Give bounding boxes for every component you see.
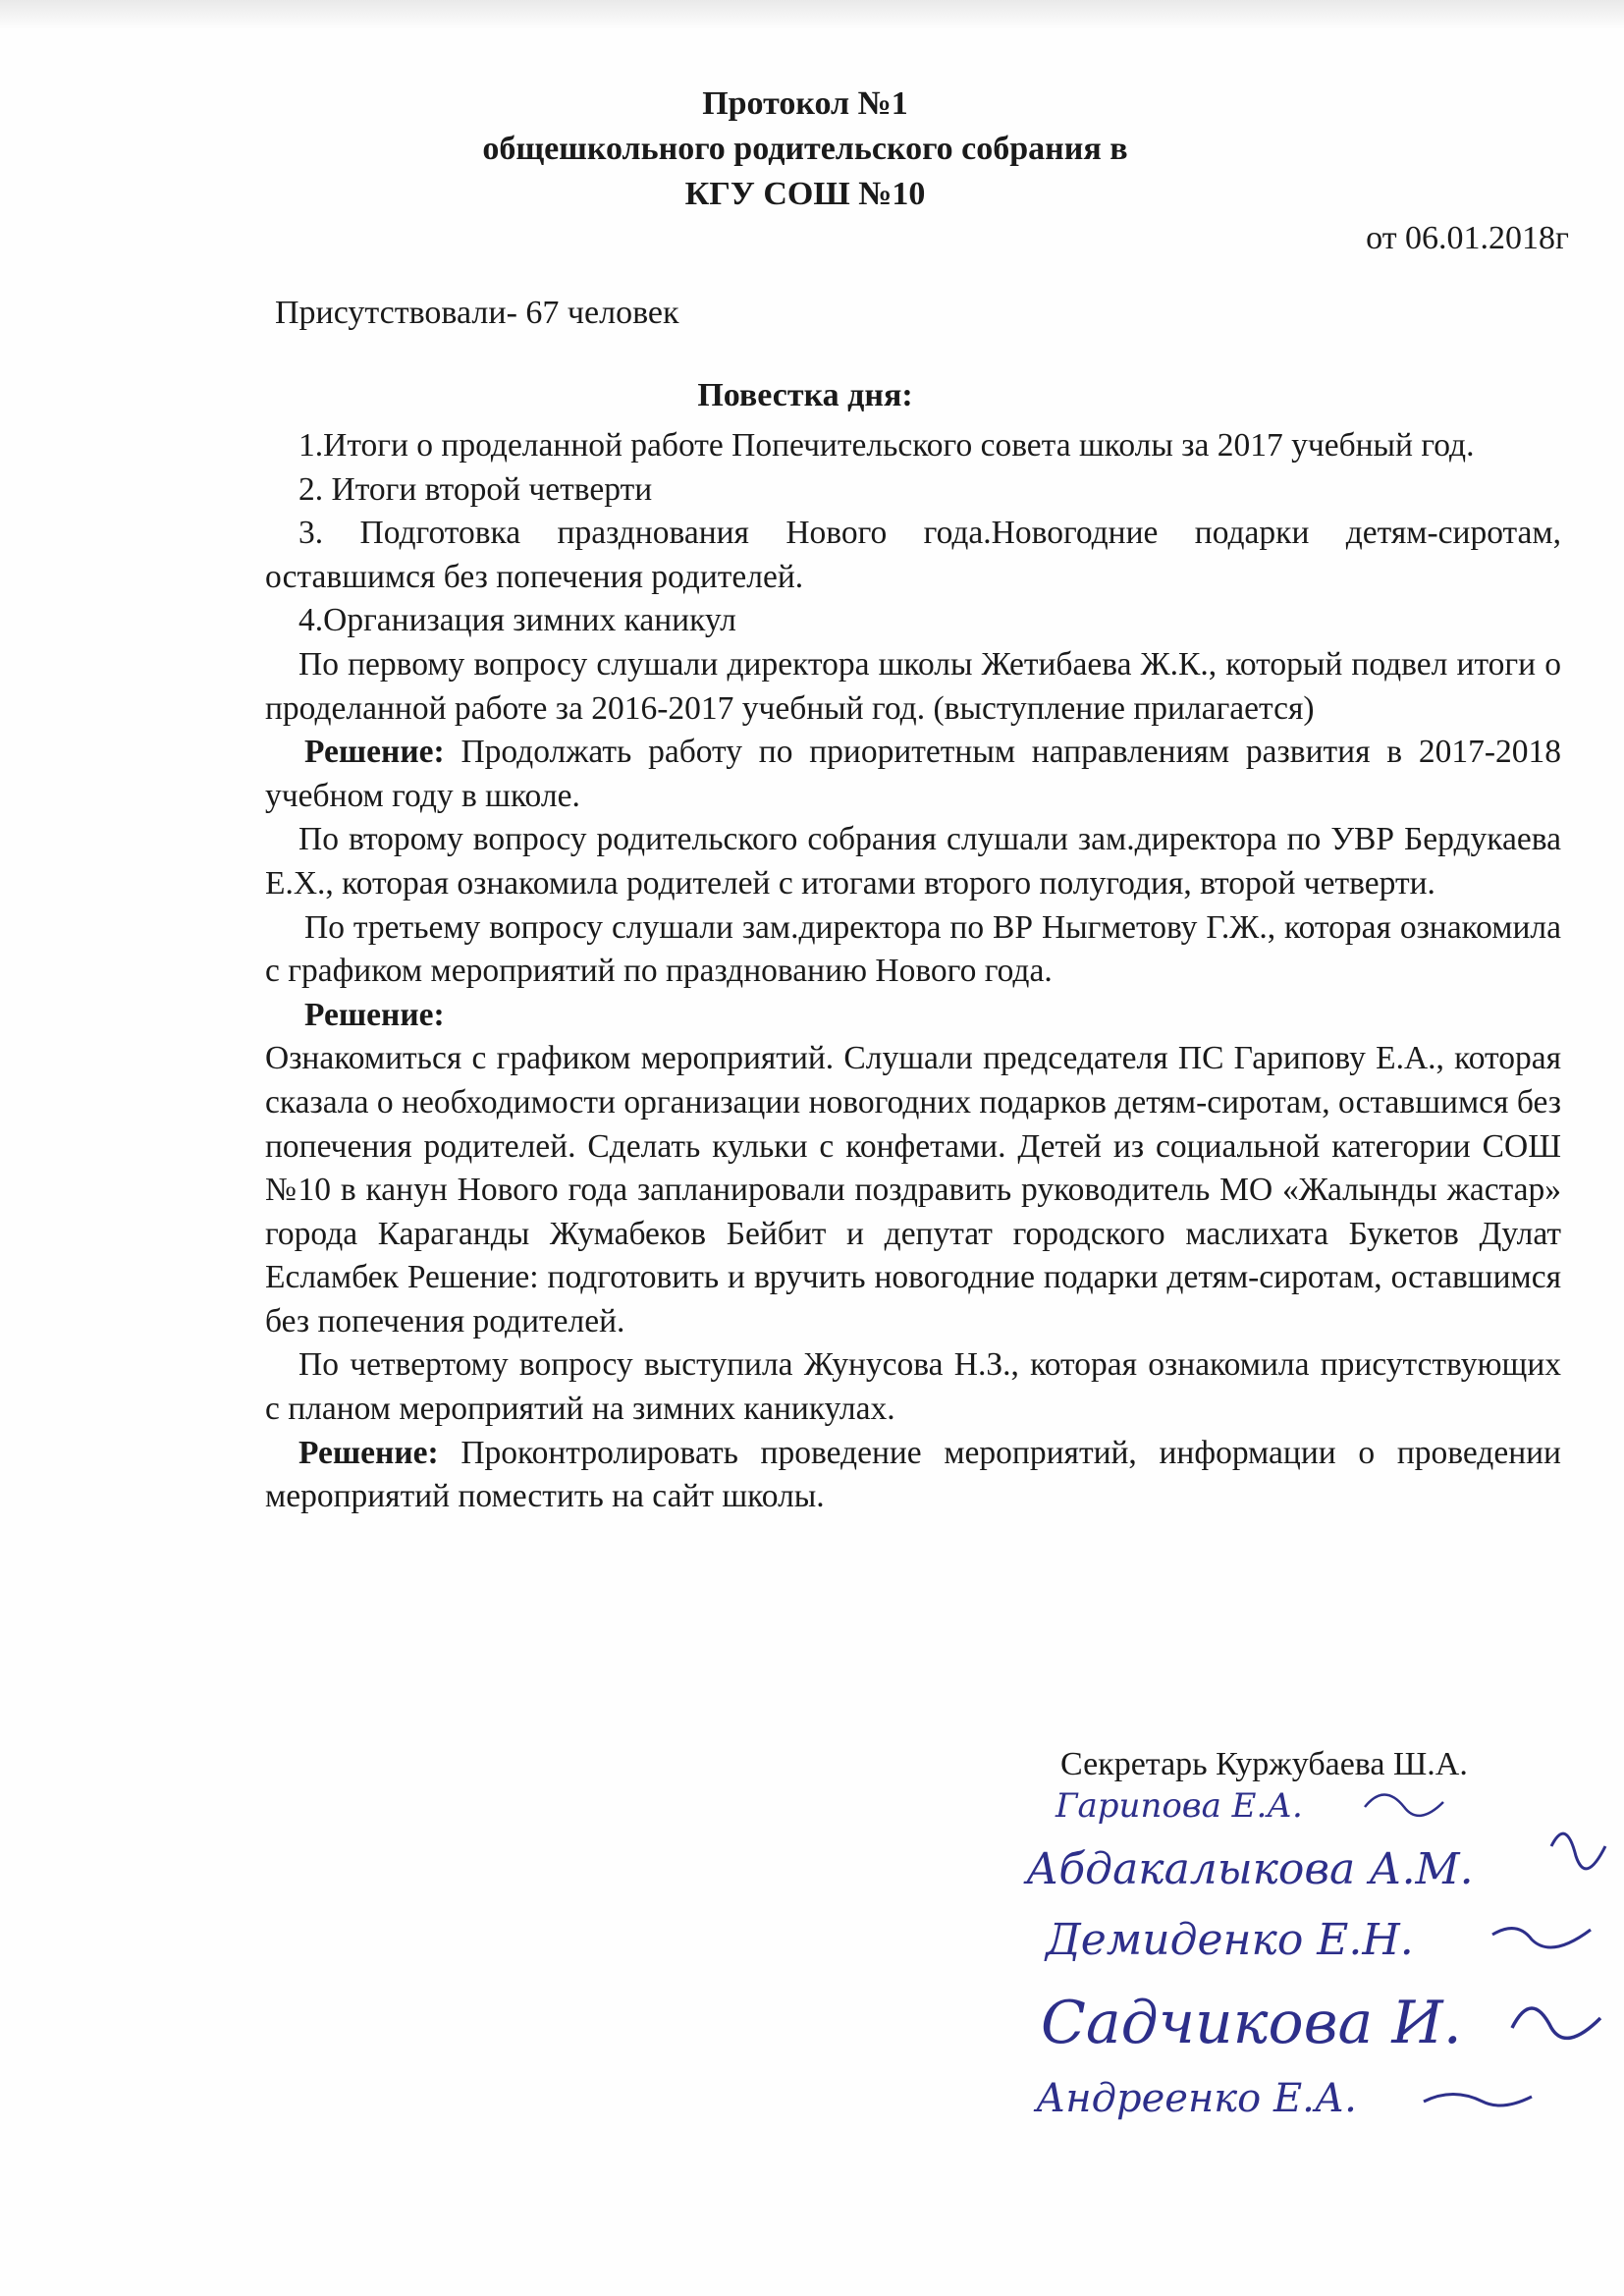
protocol-title: Протокол №1 [702,85,908,122]
signature-2-scribble [1551,1833,1605,1869]
signature-1 [1055,1786,1443,1826]
agenda-item-4: 4.Организация зимних каникул [298,602,736,639]
q2-heard-paragraph: По второму вопросу родительского собрания слушали зам.директора по УВР Бердукаева Е.Х., которая ознакомила родителей с итогами второго полугодия, второй четверти. [265,821,1561,902]
secretary-line: Секретарь Куржубаева Ш.А. [1060,1746,1468,1782]
school-name: КГУ СОШ №10 [684,176,926,212]
decision-label: Решение: [304,734,445,771]
signature-2-name: Абдакалыкова А.М. [1026,1844,1474,1894]
protocol-subtitle: общешкольного родительского собрания в [482,131,1128,167]
q3-decision-heading [265,994,1561,1038]
signature-1-scribble [1365,1795,1443,1816]
decision-label: Решение: [304,996,445,1033]
signature-4 [1041,1989,1600,2057]
signature-3-name: Демиденко Е.Н. [1046,1915,1414,1965]
signature-5-name: Андреенко Е.А. [1036,2076,1357,2121]
agenda-item-3: 3. Подготовка празднования Нового года.Новогодние подарки детям-сиротам, оставшимся без попечения родителей. [265,515,1561,595]
signatures-block [1001,1777,1624,2151]
signature-4-name: Садчикова И. [1041,1989,1462,2057]
signature-3-scribble [1492,1929,1591,1947]
scan-shadow [0,0,1624,29]
signature-1-name: Гарипова Е.А. [1056,1786,1303,1826]
signature-5-scribble [1424,2095,1532,2106]
signature-5 [1033,2076,1532,2121]
attendance-line: Присутствовали- 67 человек [275,295,679,331]
protocol-body [265,424,1561,1519]
signature-2 [1023,1833,1605,1894]
agenda-item-2: 2. Итоги второй четверти [298,470,653,508]
protocol-date: от 06.01.2018г [1366,220,1569,256]
agenda-item-1: 1.Итоги о проделанной работе Попечительского совета школы за 2017 учебный год. [298,427,1475,464]
signature-3 [1044,1915,1591,1965]
agenda-heading: Повестка дня: [697,377,913,413]
q1-heard-paragraph: По первому вопросу слушали директора школы Жетибаева Ж.К., который подвел итоги о проделанной работе за 2016-2017 учебный год. (выступление прилагается) [265,645,1561,727]
q3-heard-paragraph: По третьему вопросу слушали зам.директора по ВР Ныгметову Г.Ж., которая ознакомила с графиком мероприятий по празднованию Нового года. [265,908,1561,990]
decision-label: Решение: [298,1434,439,1471]
q4-heard-paragraph: По четвертому вопросу выступила Жунусова Н.З., которая ознакомила присутствующих с планом мероприятий на зимних каникулах. [265,1346,1561,1428]
q4-decision-paragraph [265,1432,1561,1519]
q1-decision-paragraph [265,731,1561,818]
handwritten-signatures [1001,1777,1624,2151]
q4-decision-text: Проконтролировать проведение мероприятий, информации о проведении мероприятий поместить на сайт школы. [265,1434,1561,1515]
q3-decision-paragraph: Ознакомиться с графиком мероприятий. Слушали председателя ПС Гарипову Е.А., которая сказала о необходимости организации новогодних подарков детям-сиротам, оставшимся без попечения родителей. Сделать кульки с конфетами. Детей из социальной категории СОШ №10 в канун Нового года запланировали поздравить руководитель МО «Жалынды жастар» города Караганды Жумабеков Бейбит и депутат городского маслихата Букетов Дулат Есламбек Решение: подготовить и вручить новогодние подарки детям-сиротам, оставшимся без попечения родителей. [265,1040,1561,1339]
q1-decision-text: Продолжать работу по приоритетным направлениям развития в 2017-2018 учебном году в школе. [265,734,1561,814]
signature-4-scribble [1512,2008,1600,2038]
